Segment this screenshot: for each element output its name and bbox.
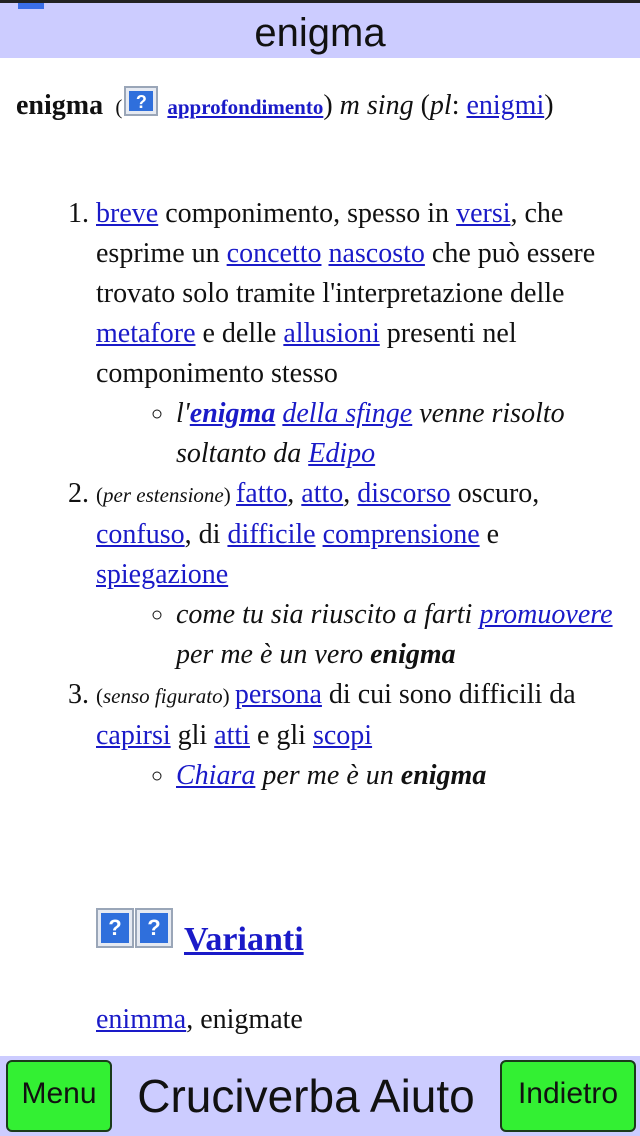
word-link[interactable]: enigma [189,398,276,429]
text-segment: enigma [400,760,487,791]
variants-heading [96,908,304,959]
word-link[interactable]: confuso [96,519,185,550]
grammar-info: m sing [339,90,414,121]
text-segment: per me è un [255,760,401,791]
word-link[interactable]: atti [214,720,250,751]
text-segment: , di [184,519,228,550]
text-segment: enigma [370,639,456,670]
variants-list [96,1000,303,1040]
word-link[interactable]: breve [96,198,159,229]
text-segment: , che esprime un [96,198,564,269]
back-button[interactable]: Indietro [500,1060,636,1132]
entry-word: enigma [16,90,104,121]
word-link[interactable]: Edipo [308,438,376,469]
example-item [176,394,630,474]
text-segment: come tu sia riuscito a farti [176,599,480,630]
sense-label: (senso figurato) [96,684,235,708]
variants-title-link[interactable]: Varianti [184,921,304,958]
plural-label: pl [429,90,452,121]
sense-item [96,474,630,675]
sense-label: (per estensione) [96,483,236,507]
word-link[interactable]: concetto [226,238,322,269]
word-link[interactable]: fatto [235,478,288,509]
page-title: enigma [254,11,386,55]
question-mark-icon[interactable]: ? [135,908,173,948]
text-segment: oscuro, [450,478,540,509]
word-link[interactable]: discorso [357,478,451,509]
text-segment [316,519,323,550]
word-link[interactable]: scopi [312,720,373,751]
word-link[interactable]: metafore [96,318,196,349]
text-segment: venne risolto soltanto da [176,398,565,469]
senses-list [0,194,630,796]
entry-content [0,58,640,1056]
word-link[interactable]: della sfinge [282,398,413,429]
question-mark-icon[interactable]: ? [96,908,134,948]
variant-link-enimma[interactable]: enimma [96,1004,187,1035]
text-segment: e delle [195,318,284,349]
entry-headline: enigma ( ? approfondimento) m sing (pl: enigmi) [16,86,626,127]
text-segment: e gli [249,720,313,751]
top-bar [0,0,640,58]
word-link[interactable]: spiegazione [96,559,229,590]
text-segment: presenti nel componimento stesso [96,318,517,389]
sense-item [96,194,630,474]
app-title: Cruciverba Aiuto [137,1070,475,1122]
text-segment: per me è un vero [176,639,371,670]
paren-open: ( [110,95,123,119]
word-link[interactable]: comprensione [322,519,480,550]
text-segment: , [287,478,302,509]
text-segment: gli [170,720,215,751]
bottom-bar [0,1056,640,1136]
word-link[interactable]: allusioni [283,318,380,349]
example-item [176,756,630,796]
question-mark-icon[interactable]: ? [124,86,158,116]
text-segment: e [479,519,500,550]
text-segment: che può essere trovato solo tramite l'interpretazione delle [96,238,596,309]
text-segment: , [343,478,358,509]
word-link[interactable]: nascosto [328,238,425,269]
examples-list [96,394,630,474]
text-segment: di cui sono difficili da [321,679,576,710]
word-link[interactable]: versi [456,198,511,229]
word-link[interactable]: atto [301,478,344,509]
word-link[interactable]: capirsi [96,720,171,751]
menu-button[interactable]: Menu [6,1060,112,1132]
examples-list [96,595,630,675]
examples-list [96,756,630,796]
word-link[interactable]: difficile [227,519,316,550]
word-link[interactable]: persona [234,679,322,710]
plural-link[interactable]: enigmi [466,90,545,121]
word-link[interactable]: promuovere [479,599,613,630]
example-item [176,595,630,675]
approfondimento-link[interactable]: approfondimento [167,95,324,119]
text-segment: componimento, spesso in [158,198,457,229]
text-segment: l' [176,398,190,429]
word-link[interactable]: Chiara [176,760,256,791]
sense-item [96,675,630,796]
variant-text: , enigmate [186,1004,303,1035]
